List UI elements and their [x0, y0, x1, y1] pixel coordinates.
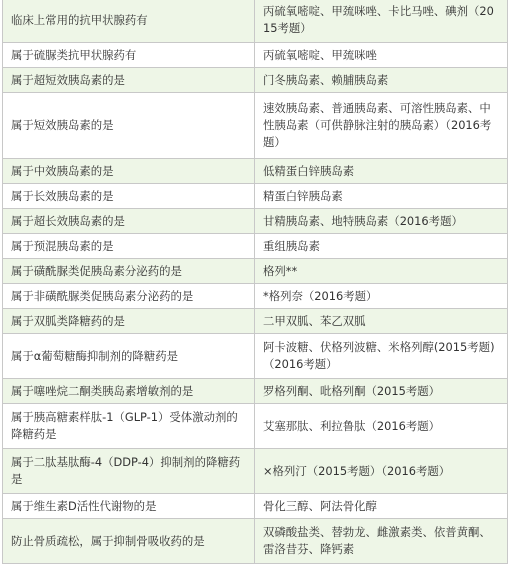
table-row: [3, 404, 508, 449]
table-row: [3, 93, 508, 159]
table-row: [3, 379, 508, 404]
question-cell: 属于长效胰岛素的是: [3, 184, 255, 209]
answer-cell: 丙硫氧嘧啶、甲巯咪唑: [255, 43, 508, 68]
question-cell: 属于超长效胰岛素的是: [3, 209, 255, 234]
answer-cell: 二甲双胍、苯乙双胍: [255, 309, 508, 334]
answer-cell: 双磷酸盐类、替勃龙、雌激素类、依普黄酮、雷洛昔芬、降钙素: [255, 519, 508, 564]
table-row: [3, 0, 508, 43]
question-cell: 属于磺酰脲类促胰岛素分泌药的是: [3, 259, 255, 284]
table-row: [3, 449, 508, 494]
table-row: [3, 43, 508, 68]
answer-cell: 低精蛋白锌胰岛素: [255, 159, 508, 184]
table-row: [3, 284, 508, 309]
table-row: [3, 334, 508, 379]
table-row: [3, 259, 508, 284]
question-cell: 属于双胍类降糖药的是: [3, 309, 255, 334]
answer-cell: 甘精胰岛素、地特胰岛素（2016考题）: [255, 209, 508, 234]
question-cell: 临床上常用的抗甲状腺药有: [3, 0, 255, 43]
answer-cell: 罗格列酮、吡格列酮（2015考题）: [255, 379, 508, 404]
question-cell: 属于胰高糖素样肽-1（GLP-1）受体激动剂的降糖药是: [3, 404, 255, 449]
answer-cell: *格列奈（2016考题）: [255, 284, 508, 309]
answer-cell: 艾塞那肽、利拉鲁肽（2016考题）: [255, 404, 508, 449]
answer-cell: 速效胰岛素、普通胰岛素、可溶性胰岛素、中性胰岛素（可供静脉注射的胰岛素）（2016考题）: [255, 93, 508, 159]
table-row: [3, 184, 508, 209]
answer-cell: 丙硫氧嘧啶、甲巯咪唑、卡比马唑、碘剂（2015考题）: [255, 0, 508, 43]
question-cell: 属于预混胰岛素的是: [3, 234, 255, 259]
table-row: [3, 159, 508, 184]
answer-cell: ×格列汀（2015考题）（2016考题）: [255, 449, 508, 494]
answer-cell: 格列**: [255, 259, 508, 284]
question-cell: 属于硫脲类抗甲状腺药有: [3, 43, 255, 68]
question-cell: 属于α葡萄糖酶抑制剂的降糖药是: [3, 334, 255, 379]
table-row: [3, 68, 508, 93]
answer-cell: 重组胰岛素: [255, 234, 508, 259]
answer-cell: 精蛋白锌胰岛素: [255, 184, 508, 209]
question-cell: 属于二肽基肽酶-4（DDP-4）抑制剂的降糖药是: [3, 449, 255, 494]
question-cell: 属于超短效胰岛素的是: [3, 68, 255, 93]
answer-cell: 阿卡波糖、伏格列波糖、米格列醇(2015考题)（2016考题）: [255, 334, 508, 379]
table-row: [3, 309, 508, 334]
question-cell: 属于中效胰岛素的是: [3, 159, 255, 184]
table-row: [3, 209, 508, 234]
answer-cell: 门冬胰岛素、赖脯胰岛素: [255, 68, 508, 93]
question-cell: 属于维生素D活性代谢物的是: [3, 494, 255, 519]
drug-table: [2, 0, 508, 564]
table-row: [3, 494, 508, 519]
answer-cell: 骨化三醇、阿法骨化醇: [255, 494, 508, 519]
table-row: [3, 519, 508, 564]
table-row: [3, 234, 508, 259]
question-cell: 属于非磺酰脲类促胰岛素分泌药的是: [3, 284, 255, 309]
question-cell: 防止骨质疏松，属于抑制骨吸收药的是: [3, 519, 255, 564]
question-cell: 属于短效胰岛素的是: [3, 93, 255, 159]
question-cell: 属于噻唑烷二酮类胰岛素增敏剂的是: [3, 379, 255, 404]
